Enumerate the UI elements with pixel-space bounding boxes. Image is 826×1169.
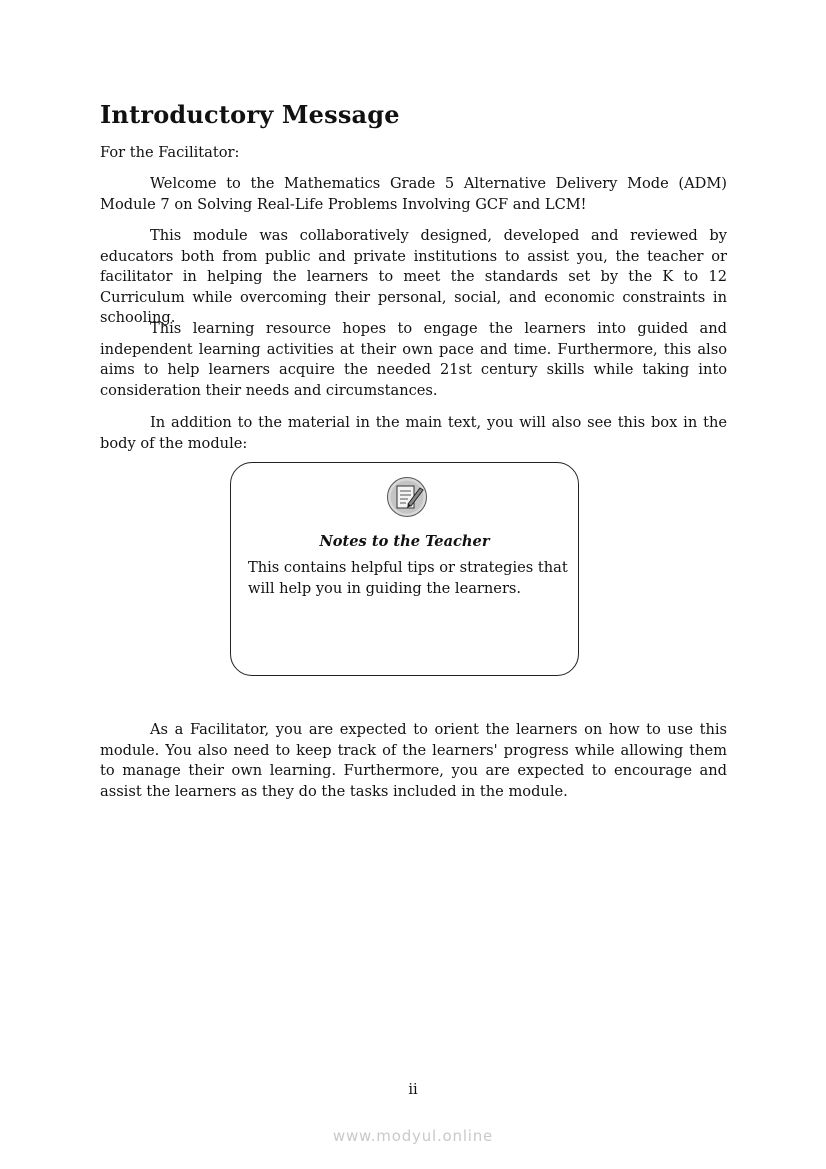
paragraph-facilitator-role: As a Facilitator, you are expected to orient the learners on how to use this module. You also need to keep track of the learners' progress while allowing them to manage their own learning. Furthermore, you are expected to encourage and assist the learners as they do the tasks included in the module. [100,721,727,800]
page-title: Introductory Message [100,100,400,129]
watermark: www.modyul.online [332,1127,494,1145]
paragraph-welcome: Welcome to the Mathematics Grade 5 Alternative Delivery Mode (ADM) Module 7 on Solving Real-Life Problems Involving GCF and LCM! [100,175,727,213]
notes-box-text: This contains helpful tips or strategies that will help you in guiding the learners. [248,559,568,597]
notes-to-teacher-box [230,462,579,676]
paragraph-box-intro: In addition to the material in the main text, you will also see this box in the body of the module: [100,414,727,452]
paragraph-module-design: This module was collaboratively designed, developed and reviewed by educators both from public and private institutions to assist you, the teacher or facilitator in helping the learners to meet the standards set by the K to 12 Curriculum while overcoming their personal, social, and economic constraints in schooling. [100,227,727,327]
paragraph-learning-resource: This learning resource hopes to engage the learners into guided and independent learning activities at their own pace and time. Furthermore, this also aims to help learners acquire the needed 21st century skills while taking into consideration their needs and circumstances. [100,320,727,399]
notes-box-title: Notes to the Teacher [319,533,490,550]
greeting-line: For the Facilitator: [100,144,240,161]
notes-pencil-icon [386,476,428,518]
page-number: ii [408,1081,418,1098]
